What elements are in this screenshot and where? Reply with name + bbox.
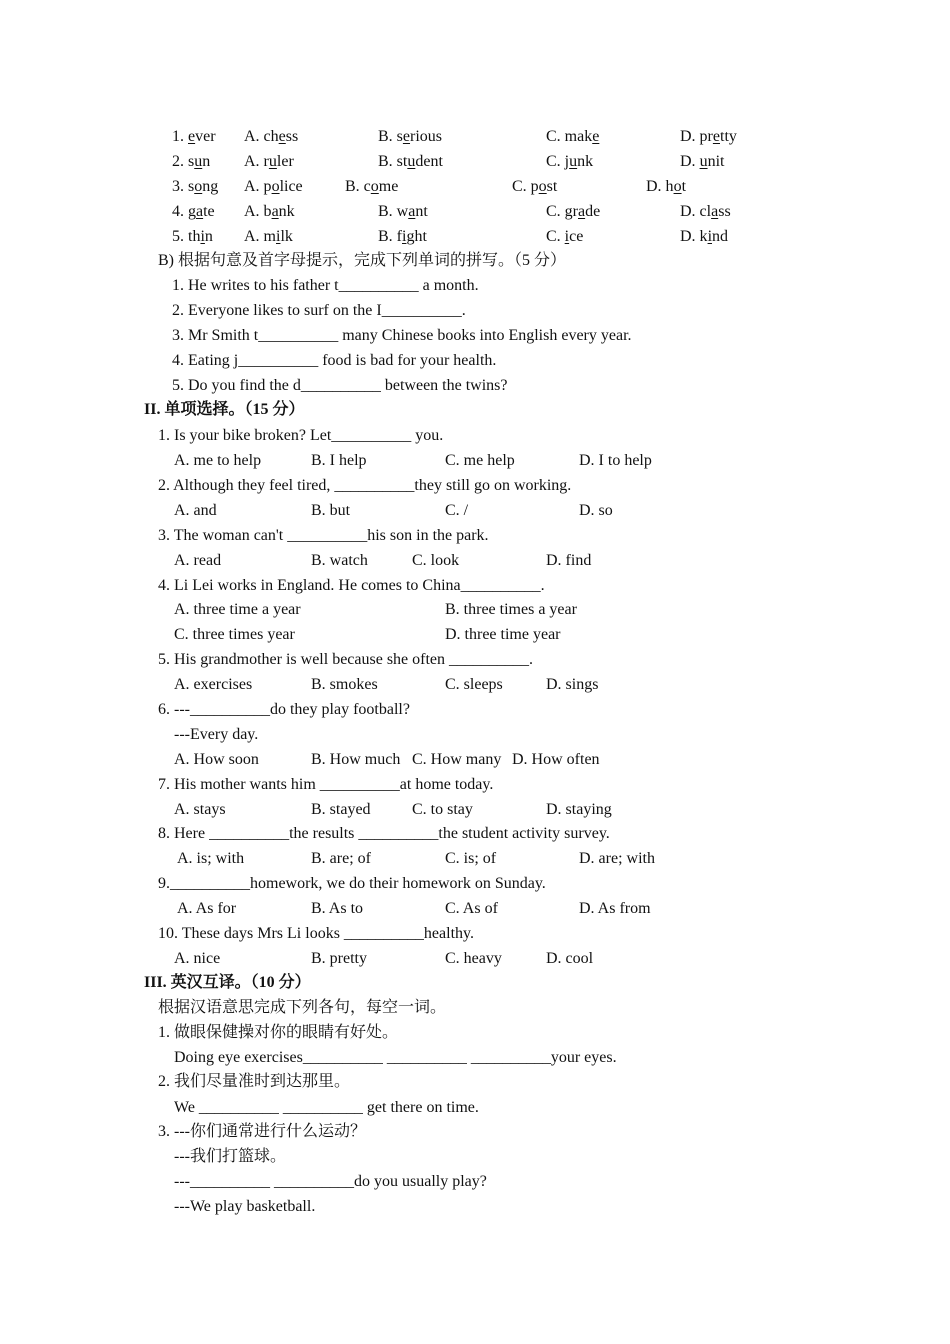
mc-q7-option-d: D. staying bbox=[546, 801, 612, 818]
mc-question-1: 1. Is your bike broken? Let__________ you. bbox=[158, 427, 444, 444]
mc-q3-option-a: A. read bbox=[174, 552, 222, 569]
mc-q5-option-c: C. sleeps bbox=[445, 676, 503, 693]
mc-question-10: 10. These days Mrs Li looks __________healthy. bbox=[158, 925, 474, 942]
section-3-heading: III. 英汉互译。（10 分） bbox=[144, 974, 311, 991]
pron-row-3-option-a: A. police bbox=[244, 178, 303, 195]
mc-q2-option-b: B. but bbox=[311, 502, 351, 519]
mc-q4-option-a: A. three time a year bbox=[174, 601, 301, 618]
mc-q8-option-a: A. is; with bbox=[177, 850, 245, 867]
translation-item-1-english: Doing eye exercises__________ __________ __________your eyes. bbox=[174, 1049, 617, 1066]
mc-question-2: 2. Although they feel tired, __________they still go on working. bbox=[158, 477, 572, 494]
pron-row-2-option-a: A. ruler bbox=[244, 153, 294, 170]
mc-q1-option-b: B. I help bbox=[311, 452, 367, 469]
pron-row-5-option-b: B. fight bbox=[378, 228, 427, 245]
mc-q6-answer-line: ---Every day. bbox=[174, 726, 259, 743]
pron-row-3-option-c: C. post bbox=[512, 178, 558, 195]
mc-q4-option-c: C. three times year bbox=[174, 626, 295, 643]
mc-q2-option-a: A. and bbox=[174, 502, 217, 519]
mc-q6-option-d: D. How often bbox=[512, 751, 600, 768]
mc-q6-option-a: A. How soon bbox=[174, 751, 259, 768]
translation-item-3-chinese: 3. ---你们通常进行什么运动？ bbox=[158, 1123, 366, 1140]
pron-row-3-option-b: B. come bbox=[345, 178, 399, 195]
spelling-item-5: 5. Do you find the d__________ between the twins? bbox=[172, 377, 508, 394]
spelling-item-1: 1. He writes to his father t__________ a month. bbox=[172, 277, 479, 294]
mc-q6-option-c: C. How many bbox=[412, 751, 502, 768]
pron-row-1-word: 1. ever bbox=[172, 128, 216, 145]
mc-q8-option-c: C. is; of bbox=[445, 850, 497, 867]
mc-q6-option-b: B. How much bbox=[311, 751, 401, 768]
pron-row-4-word: 4. gate bbox=[172, 203, 215, 220]
pron-row-4-option-d: D. class bbox=[680, 203, 731, 220]
pron-row-2-option-b: B. student bbox=[378, 153, 443, 170]
spelling-item-3: 3. Mr Smith t__________ many Chinese books into English every year. bbox=[172, 327, 632, 344]
mc-q4-option-b: B. three times a year bbox=[445, 601, 577, 618]
pron-row-4-option-b: B. want bbox=[378, 203, 428, 220]
pron-row-3-option-d: D. hot bbox=[646, 178, 687, 195]
mc-q10-option-b: B. pretty bbox=[311, 950, 367, 967]
translation-item-3-english-answer: ---We play basketball. bbox=[174, 1198, 316, 1215]
section-2-heading: II. 单项选择。（15 分） bbox=[144, 401, 305, 418]
translation-item-2-english: We __________ __________ get there on time. bbox=[174, 1099, 479, 1116]
mc-q8-option-b: B. are; of bbox=[311, 850, 371, 867]
mc-question-6: 6. ---__________do they play football? bbox=[158, 701, 410, 718]
mc-q1-option-d: D. I to help bbox=[579, 452, 652, 469]
mc-q9-option-c: C. As of bbox=[445, 900, 498, 917]
mc-q3-option-d: D. find bbox=[546, 552, 592, 569]
pron-row-1-option-b: B. serious bbox=[378, 128, 443, 145]
mc-q3-option-b: B. watch bbox=[311, 552, 368, 569]
pron-row-3-word: 3. song bbox=[172, 178, 219, 195]
pron-row-2-option-d: D. unit bbox=[680, 153, 725, 170]
translation-item-3-chinese-answer: ---我们打篮球。 bbox=[174, 1148, 286, 1165]
mc-q2-option-c: C. / bbox=[445, 502, 469, 519]
mc-question-4: 4. Li Lei works in England. He comes to China__________. bbox=[158, 577, 545, 594]
spelling-item-2: 2. Everyone likes to surf on the I__________. bbox=[172, 302, 466, 319]
mc-question-7: 7. His mother wants him __________at home today. bbox=[158, 776, 494, 793]
translation-item-1-chinese: 1. 做眼保健操对你的眼睛有好处。 bbox=[158, 1024, 399, 1041]
mc-q9-option-d: D. As from bbox=[579, 900, 651, 917]
mc-q10-option-d: D. cool bbox=[546, 950, 594, 967]
pron-row-5-option-d: D. kind bbox=[680, 228, 729, 245]
pron-row-1-option-a: A. chess bbox=[244, 128, 299, 145]
pron-row-5-option-a: A. milk bbox=[244, 228, 293, 245]
pron-row-5-option-c: C. ice bbox=[546, 228, 584, 245]
mc-question-8: 8. Here __________the results __________the student activity survey. bbox=[158, 825, 610, 842]
mc-question-5: 5. His grandmother is well because she often __________. bbox=[158, 651, 534, 668]
pron-row-2-word: 2. sun bbox=[172, 153, 211, 170]
mc-q3-option-c: C. look bbox=[412, 552, 460, 569]
pron-row-4-option-c: C. grade bbox=[546, 203, 601, 220]
mc-q9-option-b: B. As to bbox=[311, 900, 364, 917]
pron-row-4-option-a: A. bank bbox=[244, 203, 295, 220]
mc-q2-option-d: D. so bbox=[579, 502, 613, 519]
pron-row-1-option-d: D. pretty bbox=[680, 128, 737, 145]
mc-q1-option-a: A. me to help bbox=[174, 452, 262, 469]
mc-q10-option-c: C. heavy bbox=[445, 950, 502, 967]
mc-q7-option-a: A. stays bbox=[174, 801, 226, 818]
translation-item-2-chinese: 2. 我们尽量准时到达那里。 bbox=[158, 1073, 351, 1090]
mc-q7-option-c: C. to stay bbox=[412, 801, 473, 818]
mc-q5-option-a: A. exercises bbox=[174, 676, 253, 693]
pron-row-1-option-c: C. make bbox=[546, 128, 600, 145]
translation-item-3-english: ---__________ __________do you usually play? bbox=[174, 1173, 487, 1190]
mc-q5-option-d: D. sings bbox=[546, 676, 599, 693]
mc-question-3: 3. The woman can't __________his son in the park. bbox=[158, 527, 489, 544]
pron-row-5-word: 5. thin bbox=[172, 228, 213, 245]
mc-q9-option-a: A. As for bbox=[177, 900, 237, 917]
mc-q1-option-c: C. me help bbox=[445, 452, 515, 469]
spelling-item-4: 4. Eating j__________ food is bad for your health. bbox=[172, 352, 497, 369]
mc-q5-option-b: B. smokes bbox=[311, 676, 378, 693]
mc-q8-option-d: D. are; with bbox=[579, 850, 655, 867]
mc-q7-option-b: B. stayed bbox=[311, 801, 371, 818]
mc-q10-option-a: A. nice bbox=[174, 950, 221, 967]
section-3-instruction: 根据汉语意思完成下列各句，每空一词。 bbox=[158, 999, 447, 1016]
mc-question-9: 9.__________homework, we do their homework on Sunday. bbox=[158, 875, 546, 892]
part-b-heading: B) 根据句意及首字母提示，完成下列单词的拼写。（5 分） bbox=[158, 252, 567, 269]
pron-row-2-option-c: C. junk bbox=[546, 153, 594, 170]
mc-q4-option-d: D. three time year bbox=[445, 626, 561, 643]
